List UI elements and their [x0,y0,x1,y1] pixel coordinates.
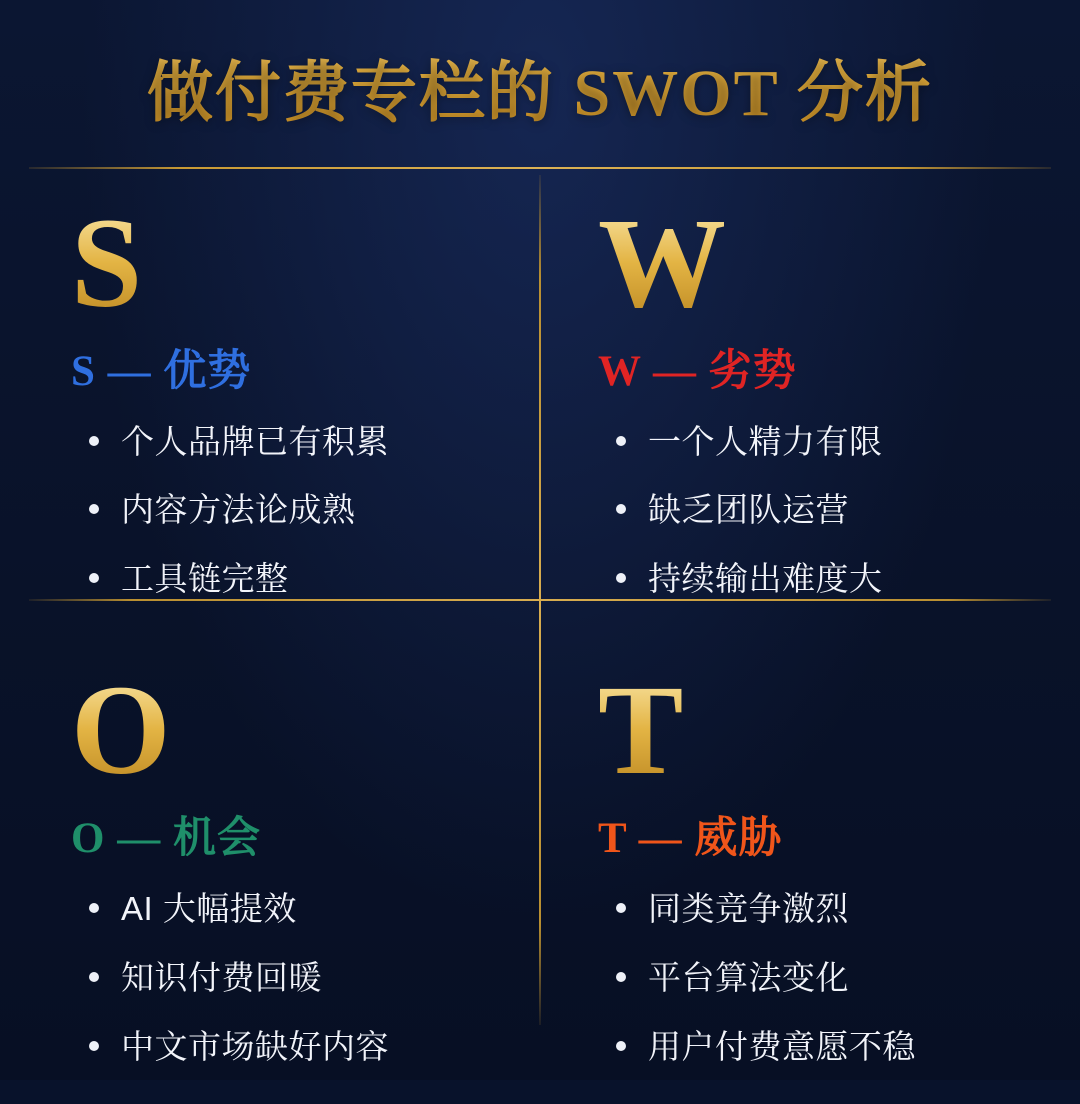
quadrant-points-threats [598,887,1025,1070]
list-item: AI 大幅提效 [81,887,514,932]
quadrant-weaknesses [540,169,1051,637]
quadrant-letter-t: T [598,666,1025,798]
list-item: 平台算法变化 [608,956,1025,1001]
quadrant-points-strengths [71,420,514,603]
quadrant-heading-strengths: S — 优势 [71,347,252,395]
list-item: 知识付费回暖 [81,956,514,1001]
quadrant-strengths [29,169,540,637]
list-item: 持续输出难度大 [608,557,1025,602]
list-item: 同类竞争激烈 [608,887,1025,932]
quadrant-opportunities [29,636,540,1104]
quadrant-letter-s: S [71,199,514,331]
list-item: 用户付费意愿不稳 [608,1025,1025,1070]
page-title: 做付费专栏的 SWOT 分析 [28,0,1052,131]
quadrant-letter-w: W [598,199,1025,331]
list-item: 个人品牌已有积累 [81,420,514,465]
list-item: 内容方法论成熟 [81,488,514,533]
quadrant-points-weaknesses [598,420,1025,603]
list-item: 缺乏团队运营 [608,488,1025,533]
quadrant-points-opportunities [71,887,514,1070]
quadrant-threats [540,636,1051,1104]
quadrant-heading-threats: T — 威胁 [598,815,783,863]
list-item: 中文市场缺好内容 [81,1025,514,1070]
quadrant-heading-weaknesses: W — 劣势 [598,347,797,395]
quadrant-heading-opportunities: O — 机会 [71,815,261,863]
quadrant-letter-o: O [71,666,514,798]
swot-grid [29,169,1051,1065]
list-item: 一个人精力有限 [608,420,1025,465]
list-item: 工具链完整 [81,557,514,602]
